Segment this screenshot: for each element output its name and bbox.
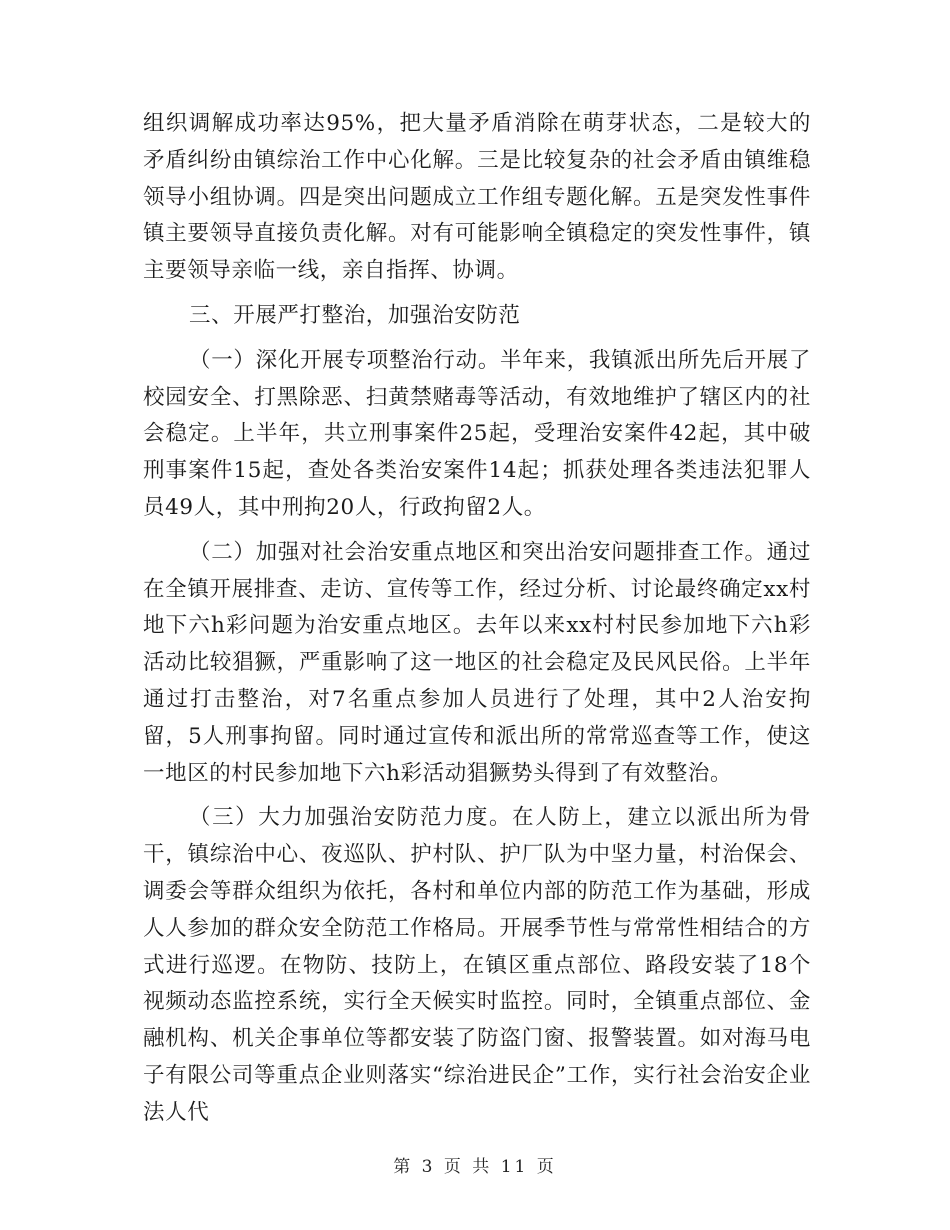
paragraph-key-area-investigation: （二）加强对社会治安重点地区和突出治安问题排查工作。通过在全镇开展排查、走访、宣传等工作，经过分析、讨论最终确定xx村地下六h彩问题为治安重点地区。去年以来xx村村民参加地下六h彩活动比较猖獗，严重影响了这一地区的社会稳定及民风民俗。上半年通过打击整治，对7名重点参加人员进行了处理，其中2人治安拘留，5人刑事拘留。同时通过宣传和派出所的常常巡查等工作，使这一地区的村民参加地下六h彩活动猖獗势头得到了有效整治。 xyxy=(143,539,812,786)
document-body xyxy=(143,106,811,1132)
paragraph-special-rectification: （一）深化开展专项整治行动。半年来，我镇派出所先后开展了校园安全、打黑除恶、扫黄禁赌毒等活动，有效地维护了辖区内的社会稳定。上半年，共立刑事案件25起，受理治安案件42起，其中破刑事案件15起，查处各类治安案件14起；抓获处理各类违法犯罪人员49人，其中刑拘20人，行政拘留2人。 xyxy=(143,347,811,520)
paragraph-security-prevention: （三）大力加强治安防范力度。在人防上，建立以派出所为骨干，镇综治中心、夜巡队、护村队、护厂队为中坚力量，村治保会、调委会等群众组织为依托，各村和单位内部的防范工作为基础，形成人人参加的群众安全防范工作格局。开展季节性与常常性相结合的方式进行巡逻。在物防、技防上，在镇区重点部位、路段安装了18个视频动态监控系统，实行全天候实时监控。同时，全镇重点部位、金融机构、机关企事单位等都安装了防盗门窗、报警装置。如对海马电子有限公司等重点企业则落实“综治进民企”工作，实行社会治安企业法人代 xyxy=(143,805,811,1125)
section-heading-crackdown: 三、开展严打整治，加强治安防范 xyxy=(189,302,521,328)
paragraph-mediation-summary: 组织调解成功率达95%，把大量矛盾消除在萌芽状态，二是较大的矛盾纠纷由镇综治工作中心化解。三是比较复杂的社会矛盾由镇维稳领导小组协调。四是突出问题成立工作组专题化解。五是突发性事件镇主要领导直接负责化解。对有可能影响全镇稳定的突发性事件，镇主要领导亲临一线，亲自指挥、协调。 xyxy=(143,111,811,284)
page-number-footer: 第 3 页 共 11 页 xyxy=(393,1157,557,1177)
